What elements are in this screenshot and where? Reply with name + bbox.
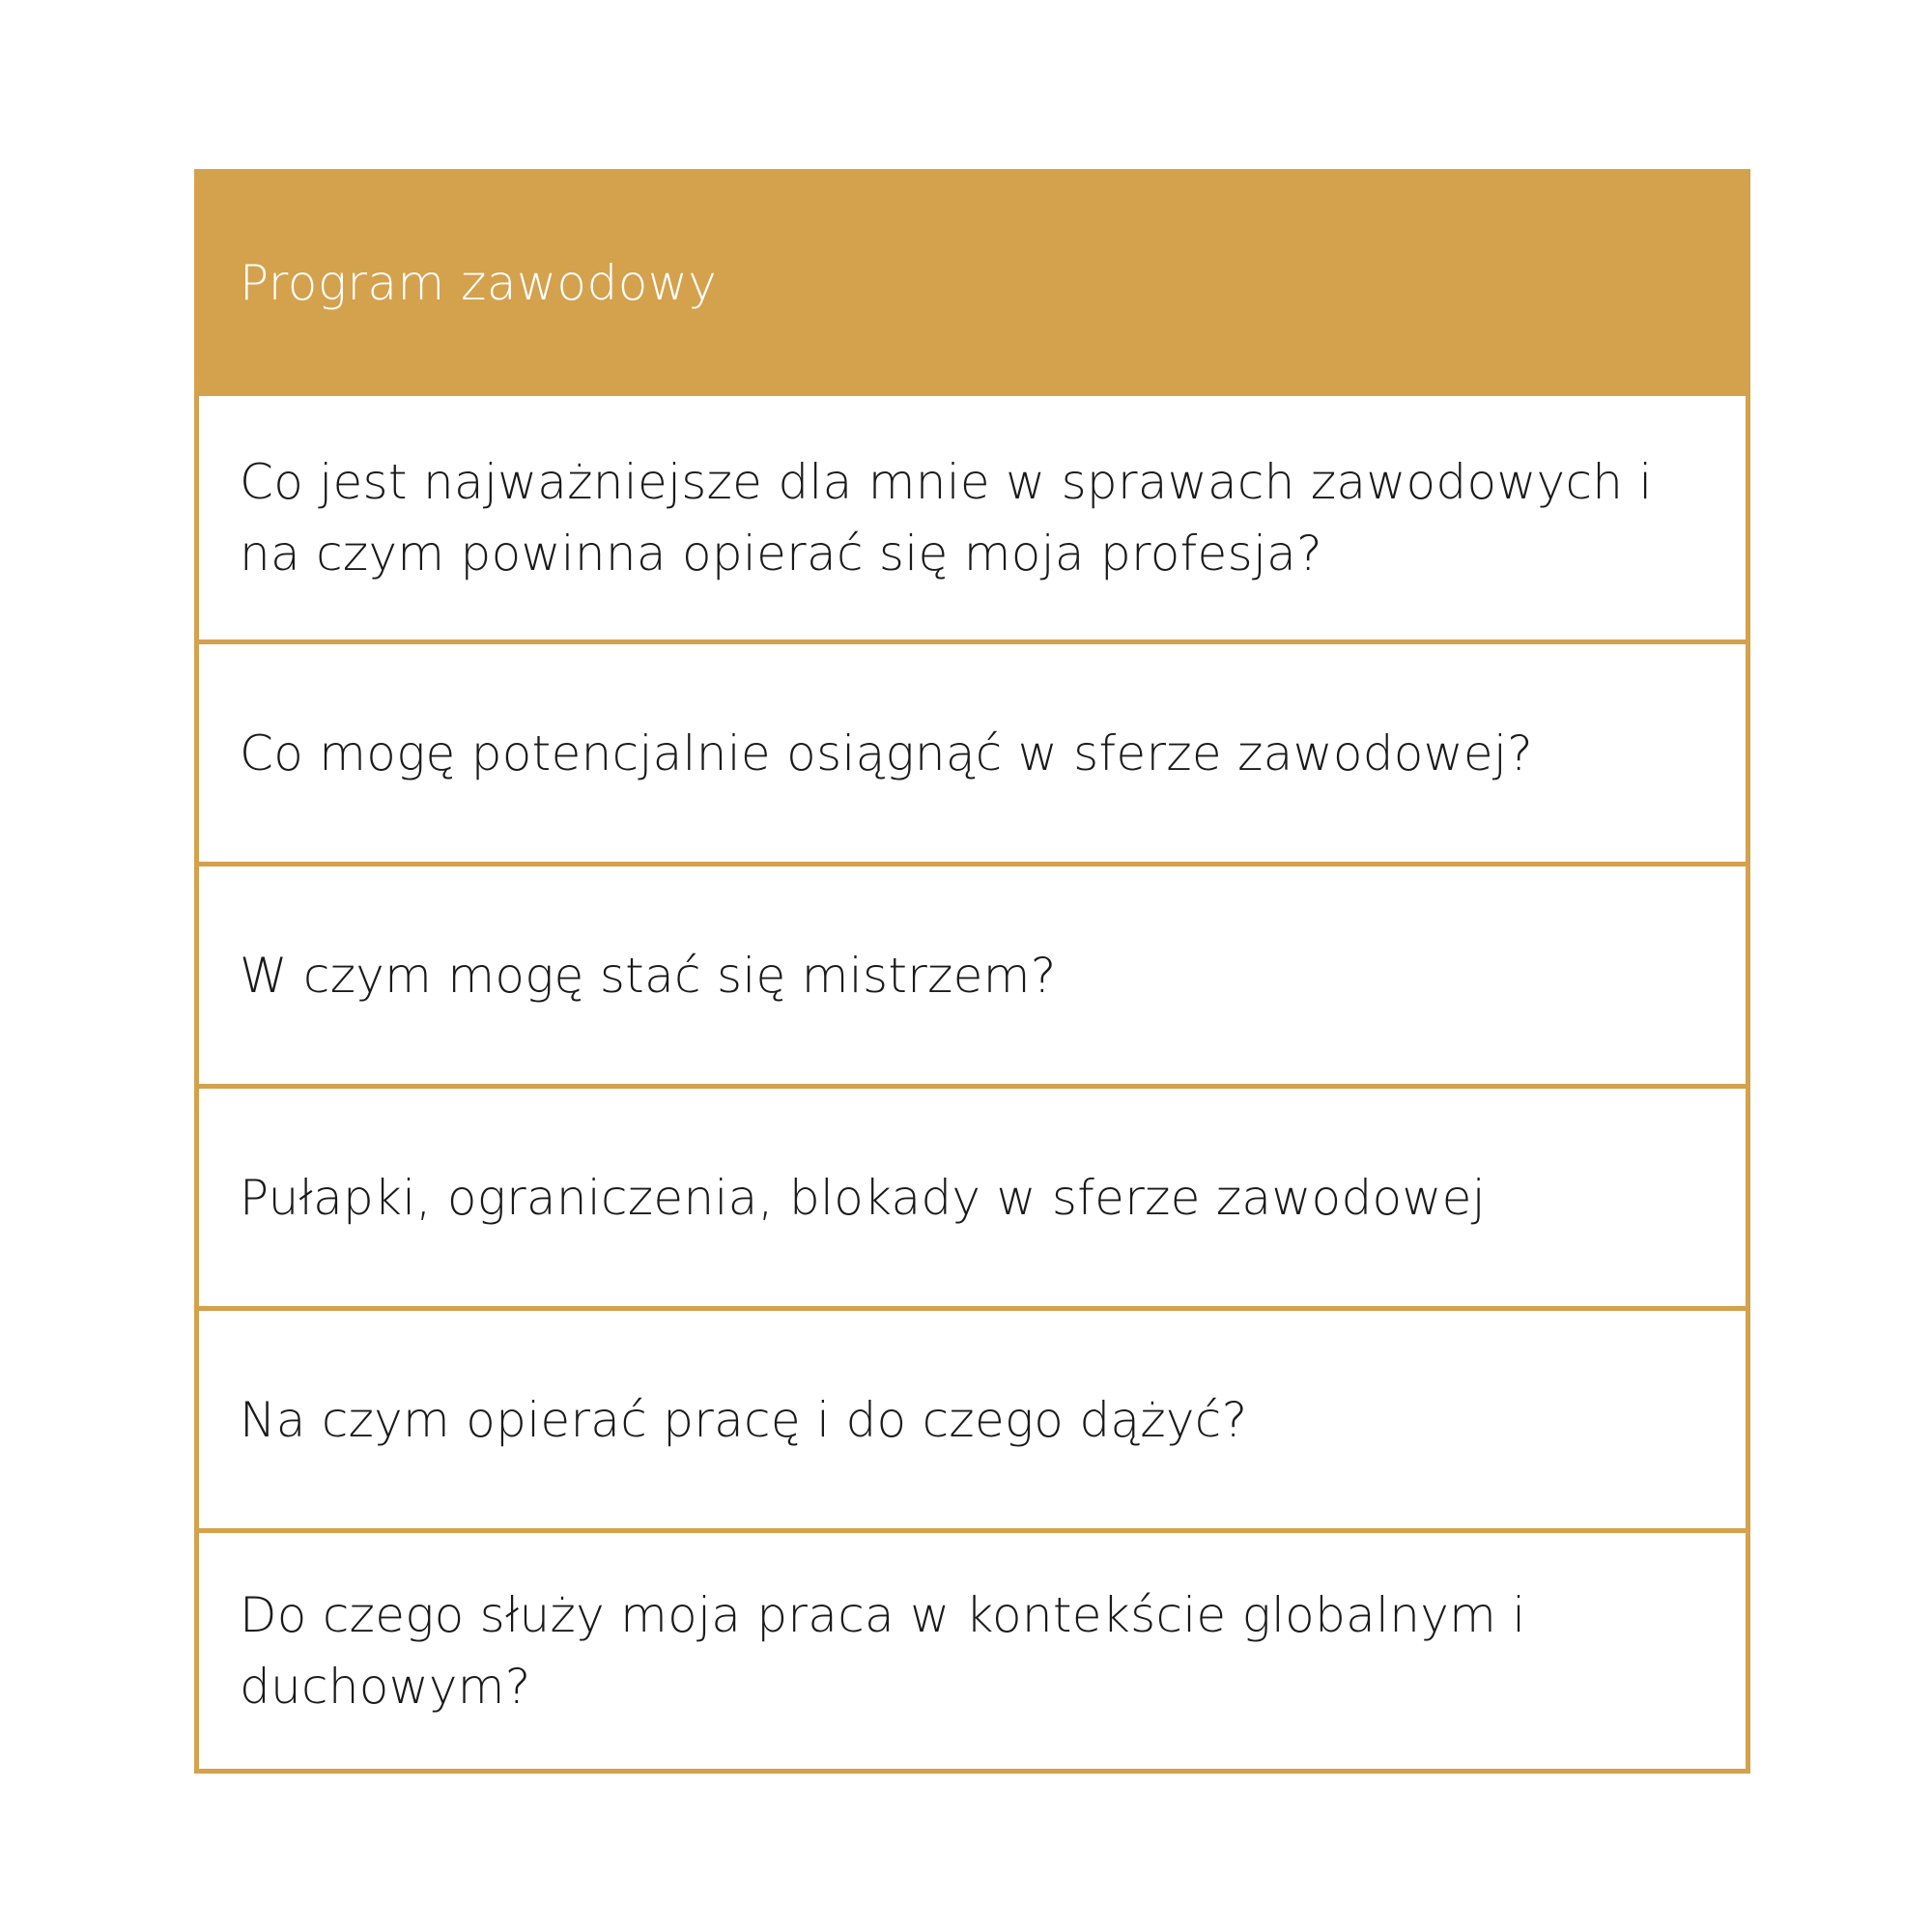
row-text: Pułapki, ograniczenia, blokady w sferze zawodowej: [240, 1169, 1486, 1226]
table-header: [194, 169, 1750, 396]
table-header-title: Program zawodowy: [240, 254, 718, 311]
program-table: [194, 169, 1750, 1774]
table-row: [199, 862, 1746, 1084]
table-row: [199, 1306, 1746, 1528]
row-text: Do czego służy moja praca w kontekście globalnym i duchowym?: [240, 1587, 1526, 1715]
table-row: [199, 1084, 1746, 1306]
table-row: [199, 1528, 1746, 1769]
row-text: Co jest najważniejsze dla mnie w sprawach zawodowych i na czym powinna opierać się moja profesja?: [240, 454, 1653, 582]
table-row: [199, 396, 1746, 639]
table-row: [199, 639, 1746, 862]
row-text: Co mogę potencjalnie osiągnąć w sferze zawodowej?: [240, 724, 1533, 781]
row-text: W czym mogę stać się mistrzem?: [240, 947, 1057, 1004]
row-text: Na czym opierać pracę i do czego dążyć?: [240, 1391, 1248, 1448]
